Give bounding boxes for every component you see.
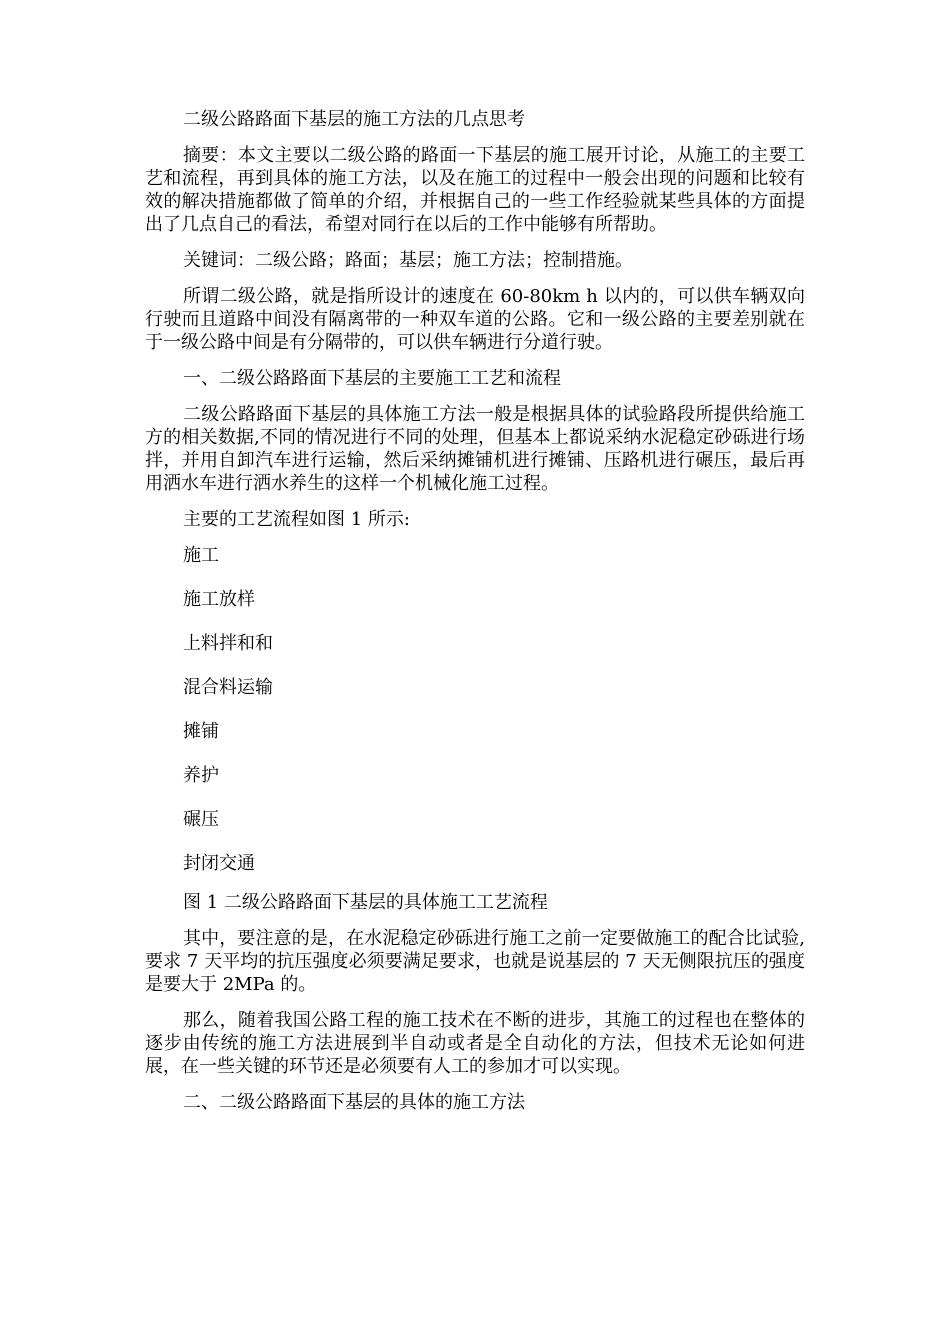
flow-step: 混合料运输 — [183, 677, 273, 698]
abstract-paragraph: 摘要：本文主要以二级公路的路面一下基层的施工展开讨论，从施工的主要工艺和流程，再到具体的施工方法，以及在施工的过程中一般会出现的问题和比较有效的解决措施都做了简单的介绍，并根据自己的一些工作经验就某些具体的方面提出了几点自己的看法，希望对同行在以后的工作中能够有所帮助。 — [145, 145, 805, 235]
flow-steps-list — [145, 544, 805, 896]
flow-step: 施工放样 — [183, 589, 255, 610]
method-paragraph: 二级公路路面下基层的具体施工方法一般是根据具体的试验路段所提供给施工方的相关数据,不同的情况进行不同的处理，但基本上都说采纳水泥稳定砂砾进行场拌，并用自卸汽车进行运输，然后采纳摊铺机进行摊铺、压路机进行碾压，最后再用洒水车进行洒水养生的这样一个机械化施工过程。 — [145, 404, 805, 494]
section-1-heading: 一、二级公路路面下基层的主要施工工艺和流程 — [183, 368, 561, 389]
progress-paragraph: 那么，随着我国公路工程的施工技术在不断的进步，其施工的过程也在整体的逐步由传统的施工方法进展到半自动或者是全自动化的方法，但技术无论如何进展，在一些关键的环节还是必须要有人工的参加才可以实现。 — [145, 1010, 805, 1077]
flow-step: 碾压 — [183, 809, 219, 830]
intro-paragraph: 所谓二级公路，就是指所设计的速度在 60-80km h 以内的，可以供车辆双向行驶而且道路中间没有隔离带的一种双车道的公路。它和一级公路的主要差别就在于一级公路中间是有分隔带的，可以供车辆进行分道行驶。 — [145, 286, 805, 353]
section-2-heading: 二、二级公路路面下基层的具体的施工方法 — [183, 1092, 525, 1113]
figure-caption: 图 1 二级公路路面下基层的具体施工工艺流程 — [183, 892, 548, 913]
keywords-paragraph: 关键词：二级公路；路面；基层；施工方法；控制措施。 — [183, 250, 633, 271]
flow-step: 养护 — [183, 765, 219, 786]
flow-intro-paragraph: 主要的工艺流程如图 1 所示: — [183, 509, 410, 530]
note-paragraph: 其中，要注意的是，在水泥稳定砂砾进行施工之前一定要做施工的配合比试验,要求 7 天平均的抗压强度必须要满足要求，也就是说基层的 7 天无侧限抗压的强度是要大于 2MPa 的。 — [145, 928, 805, 995]
flow-step: 摊铺 — [183, 721, 219, 742]
document-page — [145, 108, 805, 1127]
document-title: 二级公路路面下基层的施工方法的几点思考 — [183, 109, 525, 130]
flow-step: 施工 — [183, 545, 219, 566]
flow-step: 上料拌和和 — [183, 633, 273, 654]
flow-step: 封闭交通 — [183, 853, 255, 874]
